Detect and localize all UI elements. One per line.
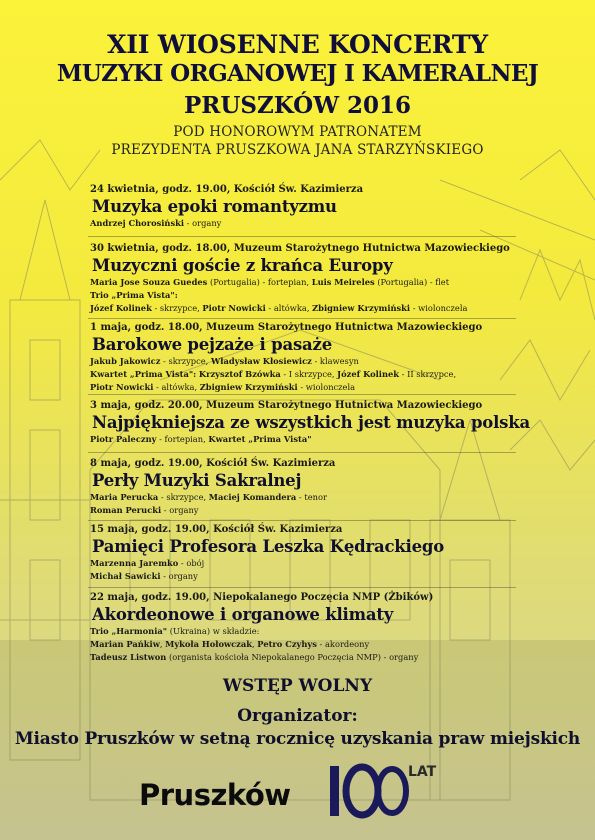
event-item bbox=[0, 184, 520, 229]
anniversary-lat-text: LAT bbox=[408, 764, 437, 780]
event-header bbox=[0, 243, 520, 254]
performer-line: Maria Jose Souza Guedes (Portugalia) - fortepian, Luis Meireles (Portugalia) - flet bbox=[90, 277, 450, 287]
event-date: 1 maja bbox=[90, 322, 128, 333]
event-title: Akordeonowe i organowe klimaty bbox=[92, 605, 394, 624]
event-header bbox=[0, 592, 520, 603]
event-date: 8 maja bbox=[90, 458, 128, 469]
festival-title: XII WIOSENNE KONCERTY bbox=[107, 30, 488, 59]
event-header bbox=[0, 524, 520, 535]
event-title: Perły Muzyki Sakralnej bbox=[92, 471, 302, 490]
event-item bbox=[0, 400, 530, 445]
event-time-venue: , godz. 19.00, Niepokalanego Poczęcia NMP (Żbików) bbox=[134, 592, 434, 603]
free-admission: WSTĘP WOLNY bbox=[222, 676, 373, 696]
event-title: Muzyczni goście z krańca Europy bbox=[92, 256, 393, 275]
patronage-line-2: PREZYDENTA PRUSZKOWA JANA STARZYŃSKIEGO bbox=[111, 142, 484, 158]
festival-place-year: PRUSZKÓW 2016 bbox=[183, 92, 412, 119]
performer-line: Roman Perucki - organy bbox=[90, 505, 199, 515]
event-time-venue: , godz. 19.00, Kościół Św. Kazimierza bbox=[134, 524, 343, 535]
performer-line: Tadeusz Listwon (organista kościoła Niepokalanego Poczęcia NMP) - organy bbox=[90, 652, 419, 662]
event-date: 24 kwietnia bbox=[90, 184, 156, 195]
event-time-venue: , godz. 18.00, Muzeum Starożytnego Hutnictwa Mazowieckiego bbox=[127, 322, 483, 333]
event-date: 22 maja bbox=[90, 592, 135, 603]
performer-line: Marzenna Jaremko - obój bbox=[90, 558, 205, 568]
event-time-venue: , godz. 19.00, Kościół Św. Kazimierza bbox=[127, 458, 336, 469]
pruszkow-logo-text: Pruszków bbox=[139, 778, 291, 812]
event-time-venue: , godz. 19.00, Kościół Św. Kazimierza bbox=[155, 184, 364, 195]
event-date: 3 maja bbox=[90, 400, 128, 411]
event-date: 30 kwietnia bbox=[90, 243, 156, 254]
performer-line: Trio „Prima Vista": bbox=[90, 290, 178, 300]
performer-line: Trio „Harmonia" (Ukraina) w składzie: bbox=[90, 626, 260, 636]
event-title: Barokowe pejzaże i pasaże bbox=[92, 335, 332, 354]
event-time-venue: , godz. 20.00, Muzeum Starożytnego Hutnictwa Mazowieckiego bbox=[127, 400, 483, 411]
organizer-text: Miasto Pruszków w setną rocznicę uzyskania praw miejskich bbox=[14, 729, 581, 749]
event-item bbox=[0, 322, 520, 393]
performer-line: Andrzej Chorosiński - organy bbox=[90, 218, 222, 228]
event-date: 15 maja bbox=[90, 524, 135, 535]
performer-line: Józef Kolinek - skrzypce, Piotr Nowicki - altówka, Zbigniew Krzymiński - wiolonczela bbox=[90, 303, 468, 313]
performer-line: Piotr Paleczny - fortepian, Kwartet „Prima Vista" bbox=[90, 434, 312, 444]
performer-line: Michał Sawicki - organy bbox=[90, 571, 198, 581]
organizer-label: Organizator: bbox=[237, 706, 358, 726]
event-item bbox=[0, 458, 520, 516]
event-item bbox=[0, 243, 520, 314]
performer-line: Maria Perucka - skrzypce, Maciej Komandera - tenor bbox=[90, 492, 327, 502]
event-title: Najpiękniejsza ze wszystkich jest muzyka polska bbox=[92, 413, 530, 432]
performer-line: Marian Pańkiw, Mykoła Hołowczak, Petro Czyhys - akordeony bbox=[90, 639, 370, 649]
event-header bbox=[0, 400, 520, 411]
event-title: Pamięci Profesora Leszka Kędrackiego bbox=[92, 537, 445, 556]
performer-line: Piotr Nowicki - altówka, Zbigniew Krzymiński - wiolonczela bbox=[90, 382, 356, 392]
event-time-venue: , godz. 18.00, Muzeum Starożytnego Hutnictwa Mazowieckiego bbox=[155, 243, 510, 254]
event-title: Muzyka epoki romantyzmu bbox=[92, 197, 337, 216]
event-header bbox=[0, 322, 520, 333]
festival-subtitle: MUZYKI ORGANOWEJ I KAMERALNEJ bbox=[56, 60, 539, 87]
performer-line: Jakub Jakowicz - skrzypce, Władysław Kłosiewicz - klawesyn bbox=[90, 356, 359, 366]
event-item bbox=[0, 524, 520, 582]
patronage-line-1: POD HONOROWYM PATRONATEM bbox=[173, 124, 422, 140]
event-header bbox=[0, 458, 520, 469]
event-header bbox=[0, 184, 520, 195]
performer-line: Kwartet „Prima Vista": Krzysztof Bzówka - I skrzypce, Józef Kolinek - II skrzypce, bbox=[90, 369, 457, 379]
event-item bbox=[0, 592, 520, 663]
